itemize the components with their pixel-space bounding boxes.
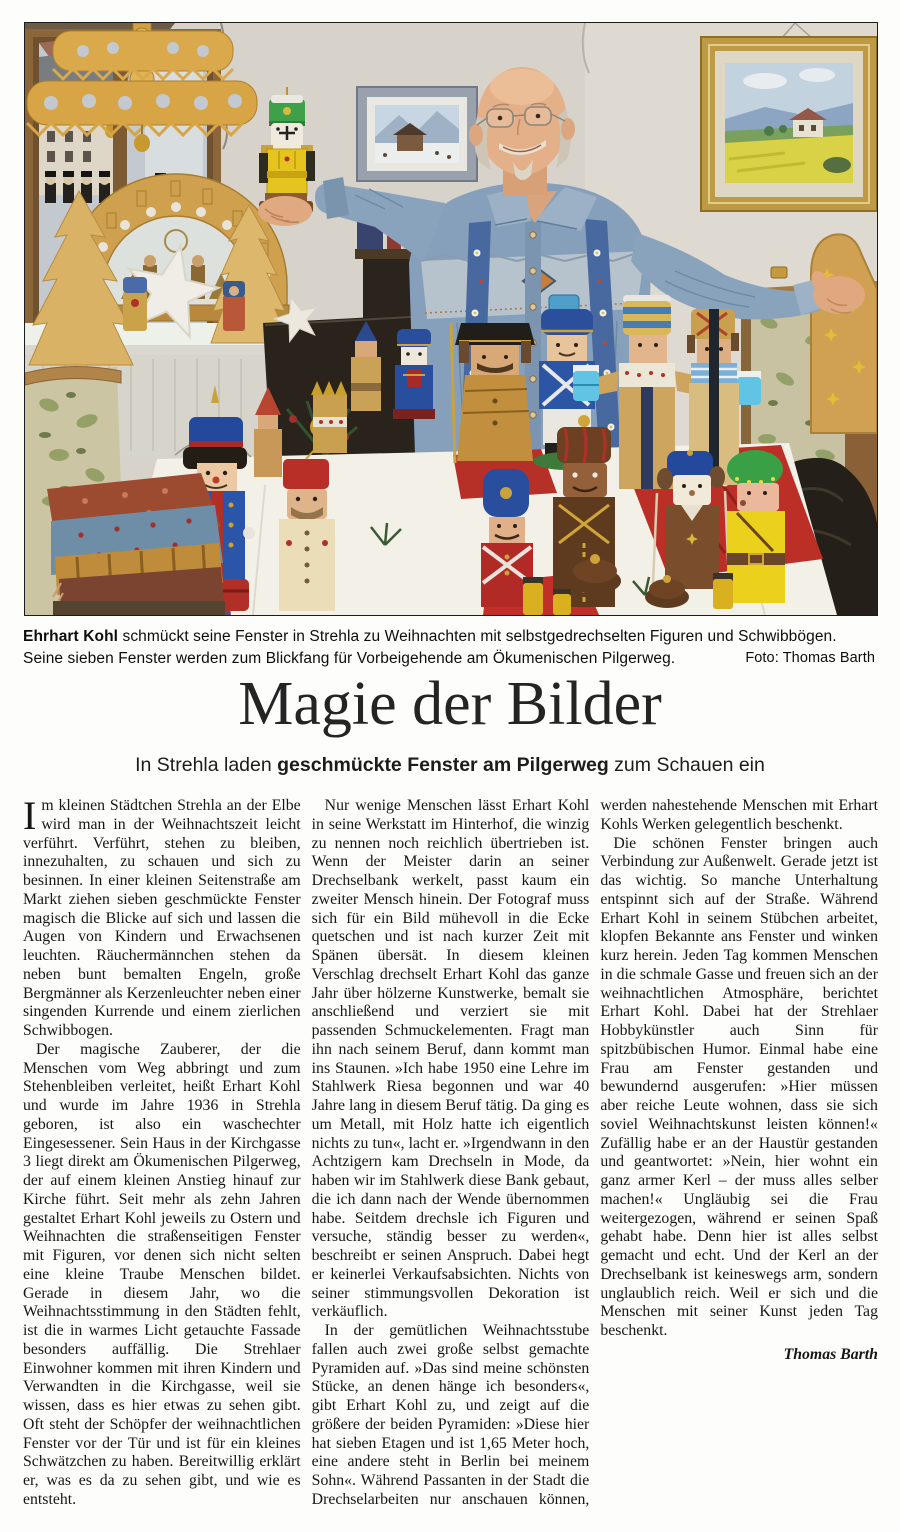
article-body bbox=[23, 797, 878, 1514]
caption-lead: Ehrhart Kohl bbox=[23, 628, 119, 645]
article-photo bbox=[24, 22, 878, 616]
article-paragraph: Nur wenige Menschen lässt Erhart Kohl in seine Werkstatt im Hinterhof, die winzig zu nennen noch reichlich übertrieben ist. Wenn der Meister darin an seiner Drechselbank werkelt, passt kaum ein zweiter Mensch hinein. Der Fotograf muss sich für ein Bild mühevoll in die Ecke quetschen und ist nach kurzer Zeit mit Spänen übersät. In diesem kleinen Verschlag drechselt Erhart Kohl das ganze Jahr über hölzerne Kunstwerke, bemalt sie anschließend und verziert sie mit passenden Schmuckelementen. Fragt man ihn nach seinem Beruf, dann kommt man ins Staunen. »Ich habe 1950 eine Lehre im Stahlwerk Riesa begonnen und war 40 Jahre lang in diesem Beruf tätig. Da ging es um Metall, mit Holz hatte ich eigentlich nichts zu tun«, lacht er. »Irgendwann in den Achtzigern kam Drechseln in Mode, da haben wir im Stahlwerk diese Bank gebaut, die ich dann nach der Wende übernommen habe. Seitdem drechsle ich Figuren und versuche, ständig besser zu werden«, beschreibt er seinen Anspruch. Dabei hegt er keinerlei Verkaufsabsichten. Nichts von seiner stimmungsvollen Dekoration ist verkäuflich. bbox=[311, 797, 590, 1321]
nutcracker-crown-column bbox=[311, 381, 347, 453]
photo-caption bbox=[23, 626, 877, 669]
article-paragraph-text: m kleinen Städtchen Strehla an der Elbe wird man in der Weihnachtszeit leicht verführt. Verführt, stehen zu bleiben, innezuhalten, zu schauen und sich zu besinnen. In einer kleinen Seitenstraße am Markt ziehen sieben geschmückte Fenster magisch die Blicke auf sich und lassen die Augen von Kindern und Erwachsenen leuchten. Räuchermännchen stehen da neben bunt bemalten Engeln, große Bergmänner als Kerzenleuchter neben einer singenden Kurrende und einem zierlichen Schwibbogen. bbox=[23, 797, 301, 1039]
article-paragraph: In der gemütlichen Weihnachtsstube fallen auch zwei große selbst gemachte Pyramiden auf. »Das sind meine schönsten Stücke, an denen hänge ich besonders«, gibt Erhart Kohl zu, und zeigt auf die größere der beiden Pyramiden: »Diese hier hat sieben Etagen und ist 1,65 Meter hoch, eine andere steht in Berlin bei meinem Sohn«. Während Passanten in der Stadt die Drechselarbeiten nur anschauen können, werden nahestehende Menschen mit Erhart Kohls Werken gelegentlich beschenkt. bbox=[311, 797, 878, 1508]
nutcracker-small-soldier bbox=[393, 329, 435, 419]
smoker-red-fez bbox=[279, 442, 335, 611]
subheadline-pre: In Strehla laden bbox=[135, 754, 278, 776]
article-paragraph: Der magische Zauberer, der die Menschen vom Weg abbringt und zum Stehenbleiben verleitet, heißt Erhart Kohl und wurde im Jahre 1936 in Strehla geboren, ist also ein waschechter Eingesessener. Sein Haus in der Kirchgasse 3 liegt direkt am Ökumenischen Pilgerweg, der auf einem kleinen Anstieg hinauf zur Kirche führt. Seit mehr als zehn Jahren gestaltet Erhart Kohl jeweils zu Ostern und Weihnachten die straßenseitigen Fenster mit Figuren, vor denen sich nicht selten eine kleine Traube Menschen bildet. Gerade in diesem Jahr, wo die Weihnachtsstimmung in den Städten fehlt, ist die in warmes Licht getauchte Fassade besonders auffällig. Die Strehlaer Einwohner kommen mit ihren Kindern und Verwandten in die Kirchgasse, weil sie wissen, dass es hier etwas zu sehen gibt. Oft steht der Schöpfer der weihnachtlichen Fenster vor der Tür und ist für ein kleines Schwätzchen zu haben. Bereitwillig erklärt er, was es da zu sehen gibt, und wie es entsteht. bbox=[23, 1040, 301, 1508]
nutcracker-black-hat-king bbox=[451, 323, 535, 463]
smoker-green-cap bbox=[727, 450, 785, 603]
subheadline bbox=[23, 753, 877, 777]
landscape-painting bbox=[701, 37, 877, 211]
folded-blanket bbox=[47, 473, 225, 615]
photo-credit: Foto: Thomas Barth bbox=[745, 649, 875, 666]
drop-cap: I bbox=[23, 797, 37, 838]
sill-figure-red bbox=[223, 281, 245, 331]
headline: Magie der Bilder bbox=[238, 670, 662, 738]
article-paragraph bbox=[23, 797, 301, 1041]
caption-text: schmückt seine Fenster in Strehla zu Weihnachten mit selbstgedrechselten Figuren und Schwibbögen. Seine sieben Fenster werden zum Blickfang für Vorbeigehende am Ökumenischen Pilgerweg. bbox=[23, 628, 837, 667]
byline: Thomas Barth bbox=[783, 1345, 878, 1363]
subheadline-highlight: geschmückte Fenster am Pilgerweg bbox=[277, 754, 609, 776]
photo-illustration bbox=[25, 23, 877, 615]
article-paragraph: Die schönen Fenster bringen auch Verbindung zur Außenwelt. Gerade jetzt ist das wichtig. So manche Unterhaltung entspinnt sich auf der Straße. Während Erhart Kohl in seinem Stübchen arbeitet, klopfen Bekannte ans Fenster und winken kurz herein. Jeden Tag kommen Menschen in die schmale Gasse und freuen sich an der weihnachtlichen Atmosphäre, berichtet Erhart Kohl. Dabei hat der Strehlaer Hobbykünstler auch Sinn für spitzbübischen Humor. Einmal habe eine Frau am Fenster gestanden und bewundernd ausgerufen: »Hier müssen aber reiche Leute wohnen, dass sie sich soviel Weihnachtskunst leisten können!« Zufällig habe er an der Haustür gestanden und geantwortet: »Nein, hier wohnt ein ganz armer Kerl – der muss alles selber machen!« Ungläubig sei die Frau weitergezogen, während er seinen Spaß gehabt habe. Denn hier ist alles selbst gemacht und echt. Und der Kerl an der Drechselbank ist keineswegs arm, sondern unglaublich reich. Weil er sich und die Menschen mit seiner Kunst jeden Tag beschenkt. bbox=[600, 834, 878, 1339]
subheadline-post: zum Schauen ein bbox=[608, 754, 765, 776]
sill-figure-gold bbox=[123, 277, 147, 331]
winter-painting bbox=[357, 87, 477, 181]
